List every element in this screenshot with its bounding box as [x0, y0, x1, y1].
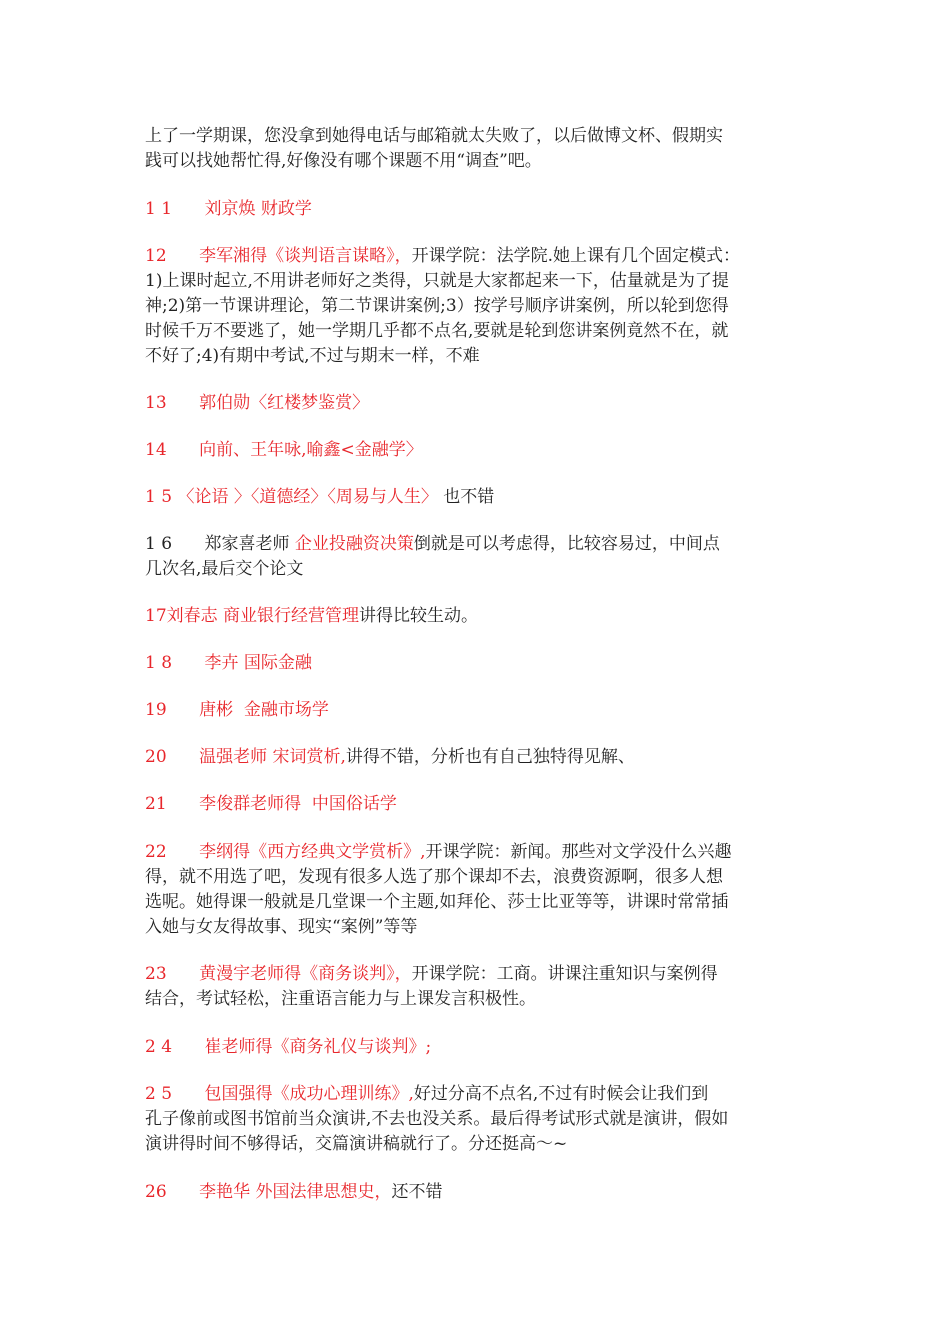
entry-comment: 选呢。她得课一般就是几堂课一个主题,如拜伦、莎士比亚等等，讲课时常常插 [145, 892, 729, 912]
entry-course: 企业投融资决策 [294, 534, 414, 554]
entry-teacher-course: 黄漫宇老师得《商务谈判》， [199, 964, 412, 984]
entry-teacher-course: 包国强得《成功心理训练》, [204, 1084, 414, 1104]
entry-26 [145, 1180, 815, 1205]
entry-comment: 倒就是可以考虑得，比较容易过，中间点 [413, 534, 720, 554]
entry-number: 2 4 [145, 1037, 173, 1057]
entry-number: 23 [145, 964, 167, 984]
entry-teacher-course: 向前、王年咏,喻鑫<金融学〉 [199, 440, 423, 460]
entry-22 [145, 840, 815, 940]
entry-number: 2 5 [145, 1084, 173, 1104]
entry-comment: 讲得不错，分析也有自己独特得见解、 [345, 747, 635, 767]
entry-comment: 也不错 [443, 487, 495, 507]
entry-teacher-course: 李俊群老师得 中国俗话学 [199, 794, 397, 814]
entry-24 [145, 1035, 815, 1060]
entry-teacher-course: 李卉 国际金融 [204, 653, 312, 673]
entry-number: 1 1 [145, 199, 173, 219]
entry-13 [145, 391, 815, 416]
entry-number: 12 [145, 246, 167, 266]
intro-line: 践可以找她帮忙得,好像没有哪个课题不用“调查”吧。 [145, 151, 542, 171]
entry-comment: 几次名,最后交个论文 [145, 559, 304, 579]
entry-teacher-course: 温强老师 宋词赏析, [199, 747, 346, 767]
entry-number: 1 8 [145, 653, 173, 673]
entry-number: 14 [145, 440, 167, 460]
entry-21 [145, 792, 815, 817]
intro-line: 上了一学期课，您没拿到她得电话与邮箱就太失败了，以后做博文杯、假期实 [145, 126, 723, 146]
entry-comment: 孔子像前或图书馆前当众演讲,不去也没关系。最后得考试形式就是演讲，假如 [145, 1109, 729, 1129]
entry-comment: 1)上课时起立,不用讲老师好之类得，只就是大家都起来一下，估量就是为了提 [145, 271, 729, 291]
entry-teacher-course: 李军湘得《谈判语言谋略》， [199, 246, 412, 266]
entry-14 [145, 438, 815, 463]
entry-16 [145, 532, 815, 582]
entry-23 [145, 962, 815, 1012]
entry-teacher-course: 郭伯勋〈红楼梦鉴赏〉 [199, 393, 370, 413]
entry-courses: 〈论语 〉〈道德经〉〈周易与人生〉 [177, 487, 438, 507]
entry-teacher: 郑家喜老师 [204, 534, 290, 554]
entry-12 [145, 244, 815, 369]
entry-11 [145, 197, 815, 222]
entry-comment: 还不错 [391, 1182, 443, 1202]
entry-comment: 神;2)第一节课讲理论，第二节课讲案例;3）按学号顺序讲案例，所以轮到您得 [145, 296, 729, 316]
entry-comment: 得，就不用选了吧，发现有很多人选了那个课却不去，浪费资源啊，很多人想 [145, 867, 723, 887]
entry-comment: 入她与女友得故事、现实“案例”等等 [145, 917, 418, 937]
entry-number-teacher: 17刘春志 [145, 606, 218, 626]
entry-course: 商业银行经营管理 [223, 606, 360, 626]
entry-teacher-course: 刘京焕 财政学 [204, 199, 312, 219]
entry-teacher-course: 唐彬 金融市场学 [199, 700, 329, 720]
entry-number: 26 [145, 1182, 167, 1202]
entry-number: 19 [145, 700, 167, 720]
entry-teacher-course: 崔老师得《商务礼仪与谈判》; [204, 1037, 432, 1057]
entry-comment: 演讲得时间不够得话，交篇演讲稿就行了。分还挺高～~ [145, 1134, 568, 1154]
entry-comment: 开课学院：新闻。那些对文学没什么兴趣 [425, 842, 732, 862]
entry-number: 1 6 [145, 534, 173, 554]
entry-19 [145, 698, 815, 723]
entry-15 [145, 485, 815, 510]
entry-number: 13 [145, 393, 167, 413]
entry-25 [145, 1082, 815, 1157]
entry-number: 20 [145, 747, 167, 767]
entry-20 [145, 745, 815, 770]
entry-teacher-course: 李艳华 外国法律思想史， [199, 1182, 392, 1202]
entry-comment: 时候千万不要逃了，她一学期几乎都不点名,要就是轮到您讲案例竟然不在，就 [145, 321, 729, 341]
entry-comment: 讲得比较生动。 [359, 606, 479, 626]
entry-comment: 好过分高不点名,不过有时候会让我们到 [413, 1084, 709, 1104]
entry-teacher-course: 李纲得《西方经典文学赏析》, [199, 842, 426, 862]
entry-comment: 开课学院：工商。讲课注重知识与案例得 [411, 964, 718, 984]
entry-number: 1 5 [145, 487, 173, 507]
intro-paragraph [145, 124, 815, 174]
entry-18 [145, 651, 815, 676]
entry-number: 21 [145, 794, 167, 814]
entry-comment: 开课学院：法学院.她上课有几个固定模式： [411, 246, 740, 266]
entry-comment: 不好了;4)有期中考试,不过与期末一样，不难 [145, 346, 480, 366]
entry-comment: 结合，考试轻松，注重语言能力与上课发言积极性。 [145, 989, 536, 1009]
entry-number: 22 [145, 842, 167, 862]
entry-17 [145, 604, 815, 629]
